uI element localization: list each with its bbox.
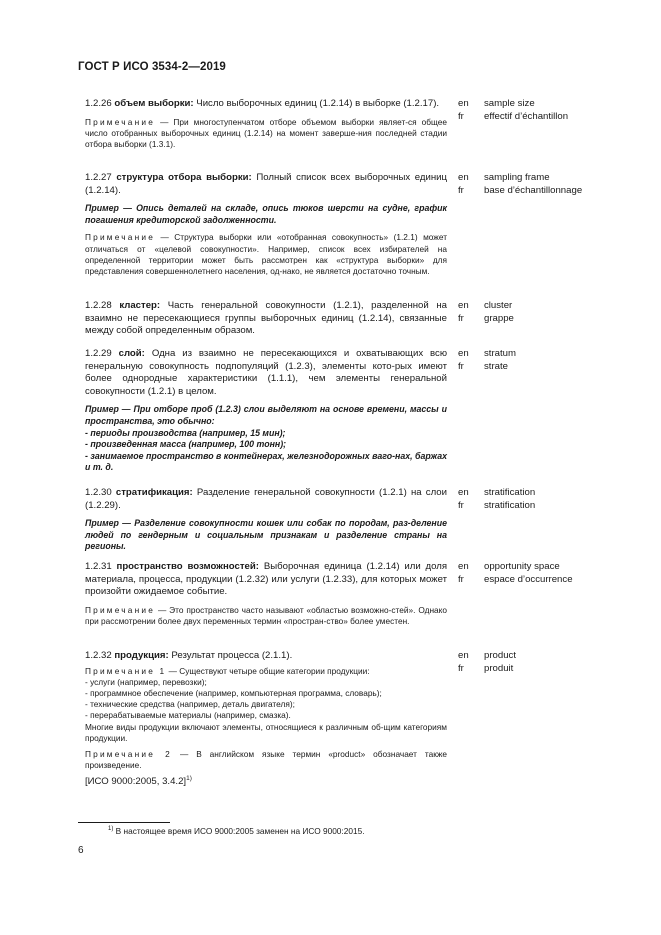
list-item: - периоды производства (например, 15 мин); [85,427,286,438]
list-item: - программное обеспечение (например, компьютерная программа, словарь); [85,688,382,698]
term-translations-1-2-27: en sampling frame fr base d’échantillonnage [458,172,583,196]
example: Пример — При отборе проб (1.2.3) слои выделяют на основе времени, массы и пространства, это обычно: - периоды производства (например, 15 мин); - произведенная масса (например, 100 тонн); - занимаемое пространство в контейнерах, железнодорожных ваго-нах, баржах и т. д. [85,404,447,473]
note: Примечание — Это пространство часто называют «областью возможно-стей». Однако при рассмотрении более двух переменных термин «простран-ство» более уместен. [85,604,447,626]
term-translations-1-2-30: en stratification fr stratification [458,487,536,511]
page-number: 6 [78,845,84,856]
note: Примечание — Структура выборки или «отобранная совокупность» (1.2.1) может отличаться от «целевой совокупности». Например, список всех избирателей на определенной территории может быть рассмотрен как «структура выборки» для представления совершеннолетнего населения, од-нако, не является достаточно точным. [85,232,447,276]
definition: 1.2.28 кластер: Часть генеральной совокупности (1.2.1), разделенной на взаимно не пересекающиеся группы выборочных единиц (1.2.14), связанные между собой определенным образом. [85,300,447,337]
term-en: stratification [484,487,536,498]
term-translations-1-2-31: en opportunity space fr espace d’occurrence [458,561,573,585]
term-fr: strate [484,360,508,372]
term-entry-1-2-31 [85,561,447,627]
term-fr: effectif d’échantillon [484,110,569,122]
term-fr: stratification [484,499,536,511]
term-translations-1-2-32: en product fr produit [458,650,516,674]
example-list [85,428,447,474]
term-fr: base d’échantillonnage [484,184,583,196]
term-en: opportunity space [484,561,560,572]
term-en: cluster [484,300,513,311]
list-item: - занимаемое пространство в контейнерах, железнодорожных ваго-нах, баржах и т. д. [85,450,447,473]
term-entry-1-2-30 [85,487,447,553]
term-fr: produit [484,662,514,674]
term-entry-1-2-32 [85,650,447,789]
note: Примечание — При многоступенчатом отборе объемом выборки являет-ся общее число отобранных выборочных единиц (1.2.14) на момент заверше-ния последней стадии отбора выборки (1.3.1). [85,116,448,149]
document-header: ГОСТ Р ИСО 3534-2—2019 [78,61,226,73]
footnote-separator [78,822,170,823]
example: Пример — Опись деталей на складе, опись тюков шерсти на судне, график погашения кредиторской задолженности. [85,203,447,225]
term-entry-1-2-29 [85,348,447,474]
term-en: stratum [484,348,516,359]
example: Пример — Разделение совокупности кошек или собак по породам, раз-деление людей по гендерным и социальным признакам и разделение страны на регионы. [85,518,447,552]
note-2: Примечание 2 — В английском языке термин «product» обозначает также произведение. [85,749,448,771]
term-entry-1-2-26 [85,98,447,150]
term-fr: espace d’occurrence [484,573,573,585]
list-item: - услуги (например, перевозки); [85,676,207,687]
term-en: product [484,650,516,661]
definition: 1.2.32 продукция: Результат процесса (2.1.1). [85,650,293,661]
term-translations-1-2-28: en cluster fr grappe [458,300,514,324]
term-entry-1-2-28 [85,300,447,338]
footnote: $^{1)}$ В настоящее время ИСО 9000:2005 заменен на ИСО 9000:2015. [108,826,365,836]
source-reference: [ИСО 9000:2005, 3.4.2]$^{1)}$ [85,775,192,788]
definition: 1.2.30 стратификация: Разделение генеральной совокупности (1.2.1) на слои (1.2.29). [85,487,447,511]
definition: 1.2.31 пространство возможностей: Выборочная единица (1.2.14) или доля материала, процесса, продукции (1.2.32) или услуги (1.2.33), для которых может произойти ожидаемое событие. [85,561,448,598]
definition: 1.2.26 объем выборки: Число выборочных единиц (1.2.14) в выборке (1.2.17). [85,98,440,109]
footnote-mark: 1) [186,775,192,783]
term-translations-1-2-26: en sample size fr effectif d’échantillon [458,98,569,122]
term-fr: grappe [484,312,514,324]
term-entry-1-2-27 [85,172,447,277]
definition: 1.2.29 слой: Одна из взаимно не пересекающихся и охватывающих всю генеральную совокупность подпопуляций (1.2.3), элементы кото-рых имеют более однородные характеристики (1.1.1), чем элементы генеральной совокупности (1.2.1) в целом. [85,348,448,397]
definition: 1.2.27 структура отбора выборки: Полный список всех выборочных единиц (1.2.14). [85,172,447,196]
list-item: - произведенная масса (например, 100 тонн); [85,439,287,450]
term-translations-1-2-29: en stratum fr strate [458,348,516,372]
note-list [85,677,447,722]
list-item: - перерабатываемые материалы (например, смазка). [85,710,291,721]
term-en: sample size [484,98,535,109]
term-en: sampling frame [484,172,550,183]
list-item: - технические средства (например, деталь двигателя); [85,699,295,710]
note-1: Примечание 1 — Существуют четыре общие категории продукции: - услуги (например, перевозки); - программное обеспечение (например, компьютерная программа, словарь); - технические средства (например, деталь двигателя); - перерабатываемые материалы (например, смазка). Многие виды продукции включают элементы, относящиеся к различным об-щим категориям продукции. [85,665,447,743]
